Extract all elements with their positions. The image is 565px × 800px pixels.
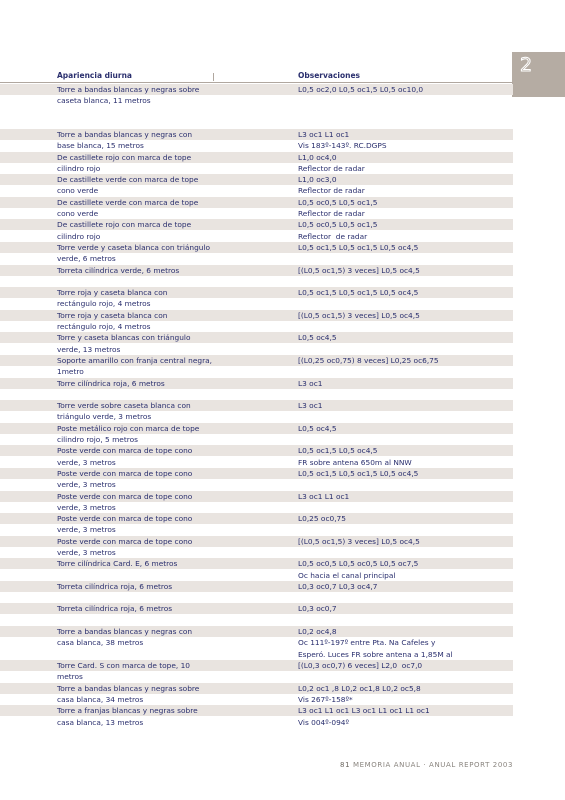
- observations-cell: [298, 626, 513, 660]
- appearance-line: base blanca, 15 metros: [57, 141, 144, 151]
- observations-line: [(L0,5 oc1,5) 3 veces] L0,5 oc4,5: [298, 536, 420, 546]
- appearance-line: Torre a bandas blancas y negras sobre: [57, 683, 200, 693]
- appearance-line: Torre verde sobre caseta blanca con: [57, 401, 191, 411]
- observations-cell: [298, 468, 513, 479]
- observations-line: Vis 004º-094º: [298, 717, 349, 727]
- observations-cell: [298, 197, 513, 220]
- appearance-line: De castillete verde con marca de tope: [57, 175, 199, 185]
- appearance-line: cono verde: [57, 209, 99, 219]
- observations-line: Reflector de radar: [298, 163, 365, 173]
- column-header-observations: Observaciones: [298, 71, 361, 80]
- appearance-line: cono verde: [57, 186, 99, 196]
- observations-cell: [298, 129, 513, 152]
- appearance-line: Torre verde y caseta blanca con triángulo: [57, 242, 211, 252]
- observations-line: L0,3 oc0,7: [298, 604, 337, 614]
- observations-line: L0,5 oc0,5 L0,5 oc1,5: [298, 220, 378, 230]
- appearance-cell: [57, 400, 285, 423]
- observations-line: L3 oc1: [298, 401, 323, 411]
- appearance-line: cilindro rojo, 5 metros: [57, 435, 138, 445]
- table-row: [0, 536, 513, 559]
- observations-cell: [298, 558, 513, 581]
- appearance-cell: [57, 355, 285, 378]
- chapter-tab: [512, 52, 565, 97]
- chapter-number: 2: [520, 54, 533, 76]
- observations-cell: [298, 705, 513, 728]
- appearance-cell: [57, 242, 285, 265]
- table-row: [0, 84, 513, 129]
- observations-cell: [298, 310, 513, 321]
- observations-line: Vis 267º-158º*: [298, 694, 353, 704]
- table-row: [0, 152, 513, 175]
- observations-line: Vis 183º-143º. RC.DGPS: [298, 141, 387, 151]
- page-number: 81: [340, 761, 351, 769]
- table-row: [0, 265, 513, 288]
- table-row: [0, 355, 513, 378]
- observations-line: L0,2 oc4,8: [298, 627, 337, 637]
- observations-cell: [298, 683, 513, 706]
- appearance-line: Torre y caseta blancas con triángulo: [57, 333, 191, 343]
- appearance-cell: [57, 310, 285, 333]
- observations-cell: [298, 378, 513, 389]
- appearance-cell: [57, 423, 285, 446]
- appearance-line: Poste verde con marca de tope cono: [57, 468, 193, 478]
- observations-line: L1,0 oc3,0: [298, 175, 337, 185]
- table-row: [0, 491, 513, 514]
- appearance-line: cilindro rojo: [57, 163, 101, 173]
- observations-cell: [298, 287, 513, 298]
- observations-line: L0,5 oc0,5 L0,5 oc0,5 L0,5 oc7,5: [298, 559, 419, 569]
- appearance-line: Poste metálico rojo con marca de tope: [57, 423, 200, 433]
- observations-cell: [298, 603, 513, 614]
- appearance-line: Torre Card. S con marca de tope, 10: [57, 661, 191, 671]
- appearance-line: Torreta cilíndrica verde, 6 metros: [57, 265, 180, 275]
- appearance-line: De castillete rojo con marca de tope: [57, 152, 192, 162]
- appearance-cell: [57, 558, 285, 569]
- table-row: [0, 310, 513, 333]
- table-row: [0, 705, 513, 728]
- appearance-line: Torre a bandas blancas y negras sobre: [57, 85, 200, 94]
- observations-line: [(L0,5 oc1,5) 3 veces] L0,5 oc4,5: [298, 310, 420, 320]
- table-row: [0, 513, 513, 536]
- appearance-line: rectángulo rojo, 4 metros: [57, 299, 151, 309]
- observations-cell: [298, 536, 513, 547]
- observations-line: [(L0,5 oc1,5) 3 veces] L0,5 oc4,5: [298, 265, 420, 275]
- observations-line: L0,5 oc2,0 L0,5 oc1,5 L0,5 oc10,0: [298, 85, 424, 94]
- observations-line: L3 oc1 L1 oc1 L3 oc1 L1 oc1 L1 oc1: [298, 706, 430, 716]
- appearance-line: Poste verde con marca de tope cono: [57, 536, 193, 546]
- observations-line: L1,0 oc4,0: [298, 152, 337, 162]
- appearance-line: Torre roja y caseta blanca con: [57, 310, 168, 320]
- appearance-line: Torre cilíndrica roja, 6 metros: [57, 378, 165, 388]
- appearance-line: Torreta cilíndrica roja, 6 metros: [57, 604, 173, 614]
- table-row: [0, 197, 513, 220]
- lights-table: [0, 84, 513, 728]
- appearance-cell: [57, 626, 285, 649]
- table-row: [0, 660, 513, 683]
- table-row: [0, 332, 513, 355]
- appearance-line: verde, 13 metros: [57, 344, 121, 354]
- appearance-cell: [57, 129, 285, 152]
- observations-line: L0,5 oc0,5 L0,5 oc1,5: [298, 197, 378, 207]
- appearance-cell: [57, 660, 285, 683]
- table-row: [0, 603, 513, 626]
- column-header-appearance: Apariencia diurna: [57, 71, 132, 80]
- appearance-line: verde, 3 metros: [57, 480, 116, 490]
- table-row: [0, 378, 513, 401]
- appearance-cell: [57, 287, 285, 310]
- appearance-cell: [57, 581, 285, 592]
- appearance-cell: [57, 603, 285, 614]
- appearance-line: Torre roja y caseta blanca con: [57, 288, 168, 298]
- observations-cell: [298, 491, 513, 502]
- observations-line: L0,5 oc1,5 L0,5 oc1,5 L0,5 oc4,5: [298, 288, 419, 298]
- appearance-line: De castillete rojo con marca de tope: [57, 220, 192, 230]
- appearance-cell: [57, 468, 285, 491]
- appearance-cell: [57, 705, 285, 728]
- observations-cell: [298, 265, 513, 276]
- appearance-cell: [57, 513, 285, 536]
- observations-line: Esperó. Luces FR sobre antena a 1,85M al: [298, 649, 453, 659]
- observations-line: L0,5 oc1,5 L0,5 oc4,5: [298, 446, 378, 456]
- table-row: [0, 626, 513, 660]
- appearance-cell: [57, 174, 285, 197]
- table-row: [0, 129, 513, 152]
- appearance-line: Torre a franjas blancas y negras sobre: [57, 706, 198, 716]
- table-row: [0, 423, 513, 446]
- observations-cell: [298, 84, 513, 95]
- table-row: [0, 558, 513, 581]
- observations-line: L3 oc1: [298, 378, 323, 388]
- appearance-line: Soporte amarillo con franja central negra,: [57, 355, 212, 365]
- appearance-line: verde, 6 metros: [57, 254, 116, 264]
- appearance-line: Torre a bandas blancas y negras con: [57, 627, 193, 637]
- observations-line: L0,5 oc4,5: [298, 333, 337, 343]
- appearance-line: casa blanca, 13 metros: [57, 717, 144, 727]
- appearance-line: Torre a bandas blancas y negras con: [57, 130, 193, 139]
- appearance-line: Poste verde con marca de tope cono: [57, 491, 193, 501]
- appearance-cell: [57, 219, 285, 242]
- observations-line: Oc hacia el canal principal: [298, 570, 396, 580]
- observations-cell: [298, 660, 513, 671]
- observations-cell: [298, 355, 513, 366]
- observations-line: Reflector de radar: [298, 186, 365, 196]
- observations-cell: [298, 242, 513, 253]
- observations-line: L3 oc1 L1 oc1: [298, 491, 350, 501]
- appearance-line: verde, 3 metros: [57, 502, 116, 512]
- appearance-line: verde, 3 metros: [57, 457, 116, 467]
- table-row: [0, 242, 513, 265]
- appearance-line: Torre cilíndrica Card. E, 6 metros: [57, 559, 178, 569]
- page-footer: [0, 761, 513, 769]
- observations-cell: [298, 423, 513, 434]
- observations-cell: [298, 581, 513, 592]
- observations-line: L3 oc1 L1 oc1: [298, 130, 350, 139]
- observations-line: FR sobre antena 650m al NNW: [298, 457, 412, 467]
- table-row: [0, 445, 513, 468]
- appearance-cell: [57, 491, 285, 514]
- appearance-cell: [57, 197, 285, 220]
- appearance-cell: [57, 152, 285, 175]
- observations-cell: [298, 174, 513, 197]
- observations-line: Reflector de radar: [298, 231, 368, 241]
- observations-line: L0,5 oc1,5 L0,5 oc1,5 L0,5 oc4,5: [298, 242, 419, 252]
- appearance-cell: [57, 445, 285, 468]
- observations-line: Oc 111º-197º entre Pta. Na Cafeles y: [298, 638, 436, 648]
- appearance-cell: [57, 265, 285, 276]
- table-row: [0, 287, 513, 310]
- observations-line: [(L0,3 oc0,7) 6 veces] L2,0 oc7,0: [298, 661, 423, 671]
- observations-cell: [298, 152, 513, 175]
- observations-cell: [298, 219, 513, 242]
- appearance-line: caseta blanca, 11 metros: [57, 96, 151, 106]
- observations-line: L0,5 oc1,5 L0,5 oc1,5 L0,5 oc4,5: [298, 468, 419, 478]
- appearance-cell: [57, 332, 285, 355]
- table-row: [0, 174, 513, 197]
- appearance-line: Poste verde con marca de tope cono: [57, 446, 193, 456]
- observations-cell: [298, 332, 513, 343]
- table-row: [0, 581, 513, 604]
- appearance-cell: [57, 536, 285, 559]
- observations-cell: [298, 513, 513, 524]
- table-header: [0, 71, 513, 83]
- appearance-line: 1metro: [57, 367, 84, 377]
- appearance-line: Torreta cilíndrica roja, 6 metros: [57, 581, 173, 591]
- appearance-line: casa blanca, 34 metros: [57, 694, 144, 704]
- appearance-cell: [57, 378, 285, 389]
- appearance-cell: [57, 683, 285, 706]
- appearance-cell: [57, 84, 285, 107]
- observations-line: L0,2 oc1 ,8 L0,2 oc1,8 L0,2 oc5,8: [298, 683, 421, 693]
- table-row: [0, 468, 513, 491]
- observations-cell: [298, 400, 513, 411]
- appearance-line: metros: [57, 672, 83, 682]
- table-row: [0, 400, 513, 423]
- observations-line: L0,3 oc0,7 L0,3 oc4,7: [298, 581, 378, 591]
- appearance-line: casa blanca, 38 metros: [57, 638, 144, 648]
- appearance-line: triángulo verde, 3 metros: [57, 412, 152, 422]
- observations-line: L0,25 oc0,75: [298, 514, 346, 524]
- table-row: [0, 219, 513, 242]
- report-title: MEMORIA ANUAL · ANUAL REPORT 2003: [352, 761, 513, 769]
- appearance-line: verde, 3 metros: [57, 547, 116, 557]
- appearance-line: De castillete verde con marca de tope: [57, 197, 199, 207]
- observations-line: L0,5 oc4,5: [298, 423, 337, 433]
- table-row: [0, 683, 513, 706]
- appearance-line: verde, 3 metros: [57, 525, 116, 535]
- appearance-line: Poste verde con marca de tope cono: [57, 514, 193, 524]
- appearance-line: cilindro rojo: [57, 231, 101, 241]
- observations-cell: [298, 445, 513, 468]
- header-divider: [213, 73, 214, 81]
- appearance-line: rectángulo rojo, 4 metros: [57, 322, 151, 332]
- observations-line: [(L0,25 oc0,75) 8 veces] L0,25 oc6,75: [298, 355, 439, 365]
- observations-line: Reflector de radar: [298, 209, 365, 219]
